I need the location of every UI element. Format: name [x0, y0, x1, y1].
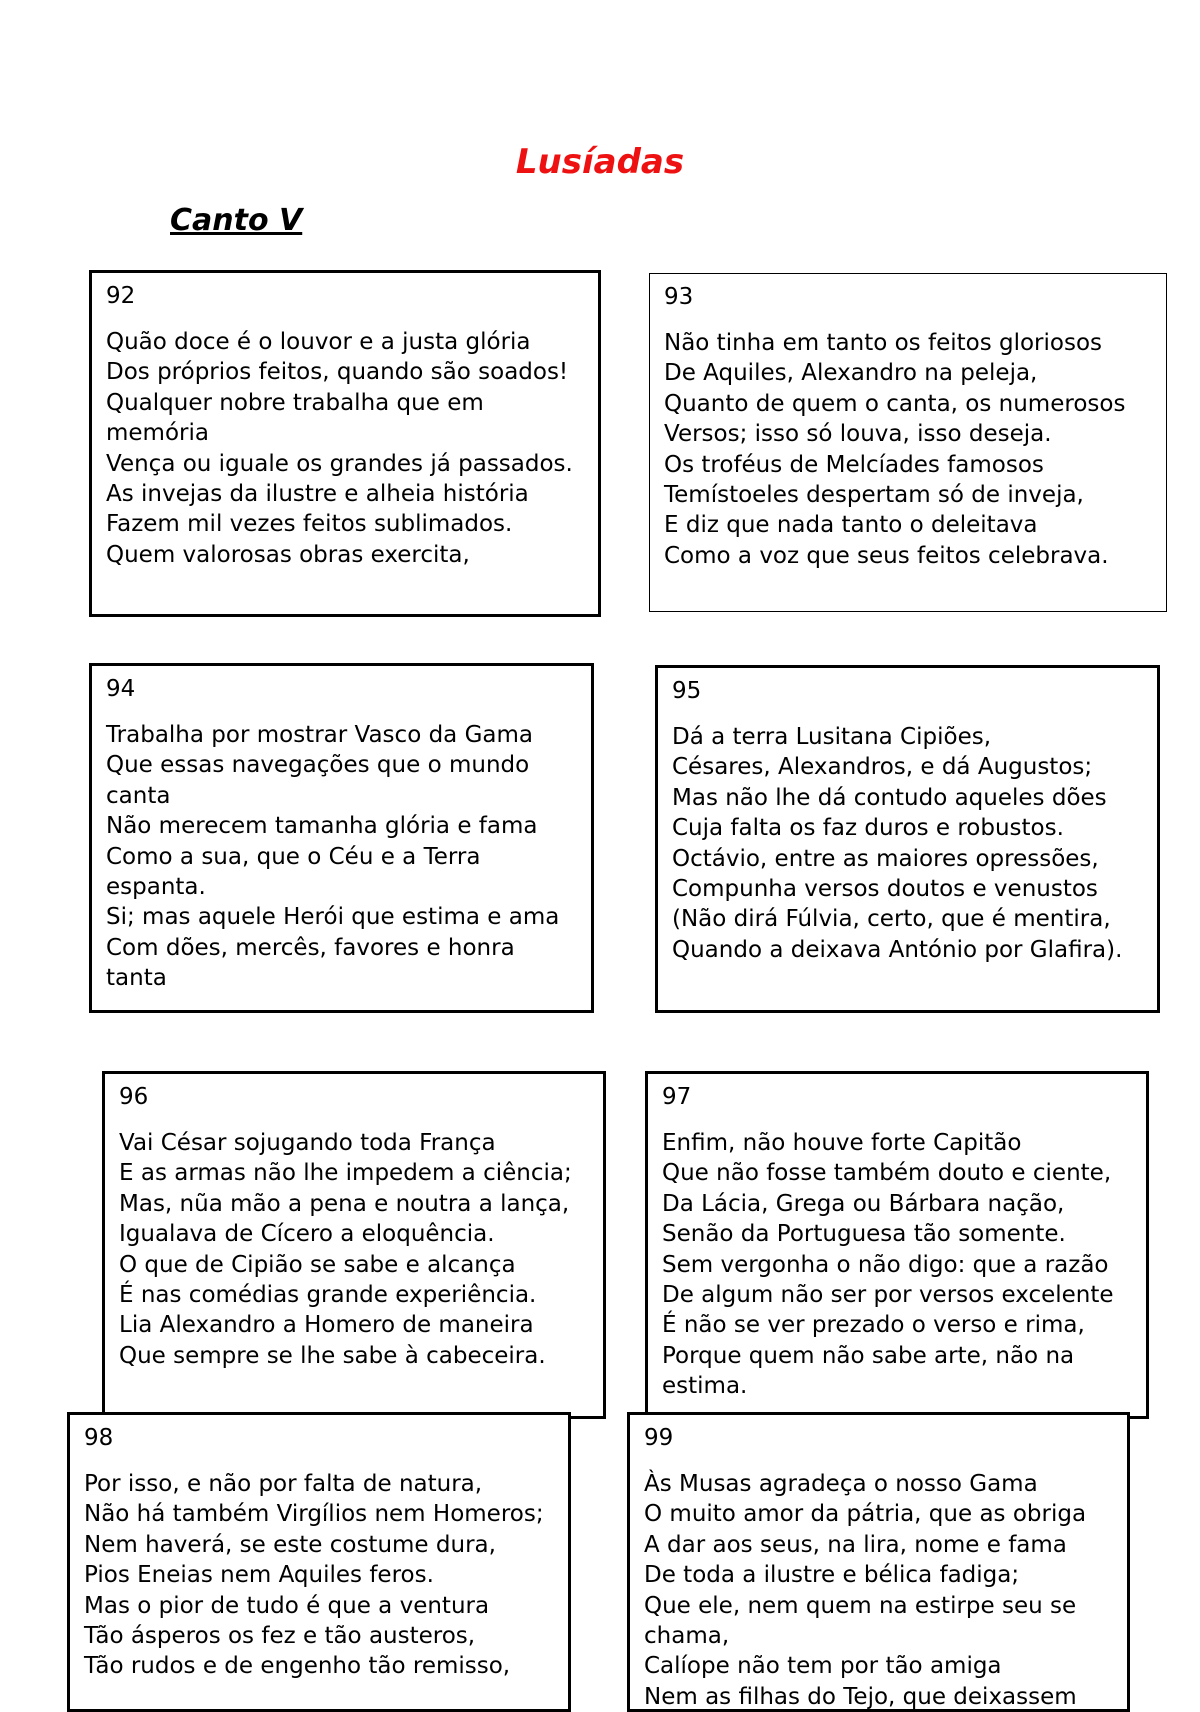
stanza-box-97 [645, 1071, 1149, 1419]
verse-line: Tão rudos e de engenho tão remisso, [84, 1653, 511, 1680]
verse-line: Temístoeles despertam só de inveja, [664, 482, 1084, 509]
verse-line: Quem valorosas obras exercita, [106, 541, 470, 568]
verse-line: Por isso, e não por falta de natura, [84, 1471, 483, 1497]
stanza-box-98 [67, 1412, 571, 1712]
verse-line: A dar aos seus, na lira, nome e fama [644, 1531, 1067, 1558]
verse-line: Que ele, nem quem na estirpe seu se chama, [644, 1592, 1077, 1650]
verse-line: De Aquiles, Alexandro na peleja, [664, 360, 1038, 387]
verse-line: Como a voz que seus feitos celebrava. [664, 542, 1109, 569]
verse-line: Qualquer nobre trabalha que em memória [106, 389, 484, 447]
verse-line: Fazem mil vezes feitos sublimados. [106, 511, 513, 538]
verse-line: Lia Alexandro a Homero de maneira [119, 1312, 534, 1339]
stanza-number: 98 [84, 1425, 114, 1451]
stanza-number: 96 [119, 1084, 149, 1110]
verse-line: Octávio, entre as maiores opressões, [672, 845, 1099, 872]
stanza-number: 97 [662, 1084, 692, 1110]
verse-line: Versos; isso só louva, isso deseja. [664, 421, 1052, 448]
verse-line: O muito amor da pátria, que as obriga [644, 1501, 1087, 1528]
stanza-number: 92 [106, 283, 136, 309]
verse-line: É nas comédias grande experiência. [119, 1282, 537, 1309]
verse-line: Calíope não tem por tão amiga [644, 1653, 1002, 1680]
verse-line: Igualava de Cícero a eloquência. [119, 1221, 495, 1248]
canto-heading: Canto V [170, 203, 303, 238]
verse-line: Si; mas aquele Herói que estima e ama [106, 904, 560, 931]
verse-line: Da Lácia, Grega ou Bárbara nação, [662, 1190, 1065, 1217]
verse-line: De toda a ilustre e bélica fadiga; [644, 1562, 1020, 1589]
verse-line: Mas o pior de tudo é que a ventura [84, 1592, 490, 1619]
stanza-box-94 [89, 663, 594, 1013]
verse-line: Trabalha por mostrar Vasco da Gama [106, 722, 533, 748]
verse-line: E diz que nada tanto o deleitava [664, 512, 1038, 539]
verse-line: Os troféus de Melcíades famosos [664, 451, 1044, 478]
verse-line: Nem haverá, se este costume dura, [84, 1531, 496, 1558]
verse-line: Às Musas agradeça o nosso Gama [644, 1471, 1038, 1497]
verse-line: Mas não lhe dá contudo aqueles dões [672, 784, 1107, 811]
stanza-number: 93 [664, 284, 694, 310]
verse-line: Compunha versos doutos e venustos [672, 876, 1098, 903]
stanza-box-95 [655, 665, 1160, 1013]
verse-line: Sem vergonha o não digo: que a razão [662, 1251, 1109, 1278]
verse-line: De algum não ser por versos excelente [662, 1282, 1114, 1309]
stanza-box-93 [649, 273, 1167, 612]
stanza-box-99 [627, 1412, 1130, 1712]
stanza-box-92 [89, 270, 601, 617]
verse-line: Pios Eneias nem Aquiles feros. [84, 1562, 434, 1589]
document-title: Lusíadas [515, 142, 685, 182]
verse-line: As invejas da ilustre e alheia história [106, 481, 529, 508]
verse-line: Senão da Portuguesa tão somente. [662, 1221, 1066, 1248]
verse-line: O que de Cipião se sabe e alcança [119, 1251, 516, 1278]
verse-line: (Não dirá Fúlvia, certo, que é mentira, [672, 906, 1111, 933]
verse-line: Não merecem tamanha glória e fama [106, 813, 538, 840]
verse-line: Césares, Alexandros, e dá Augustos; [672, 754, 1093, 781]
verse-line: Quão doce é o louvor e a justa glória [106, 329, 531, 355]
verse-line: Quando a deixava António por Glafira). [672, 936, 1123, 963]
verse-line: Com dões, mercês, favores e honra tanta [106, 934, 515, 992]
verse-line: É não se ver prezado o verso e rima, [662, 1312, 1085, 1339]
stanza-box-96 [102, 1071, 606, 1419]
stanza-number: 95 [672, 678, 702, 704]
verse-line: Enfim, não houve forte Capitão [662, 1130, 1022, 1156]
verse-line: Nem as filhas do Tejo, que deixassem [644, 1683, 1077, 1710]
verse-line: Mas, nũa mão a pena e noutra a lança, [119, 1190, 570, 1217]
verse-line: Dos próprios feitos, quando são soados! [106, 359, 569, 386]
verse-line: Não tinha em tanto os feitos gloriosos [664, 330, 1103, 356]
verse-line: E as armas não lhe impedem a ciência; [119, 1160, 572, 1187]
verse-line: Vença ou iguale os grandes já passados. [106, 450, 573, 477]
verse-line: Quanto de quem o canta, os numerosos [664, 390, 1126, 417]
verse-line: Como a sua, que o Céu e a Terra espanta. [106, 843, 481, 901]
verse-line: Cuja falta os faz duros e robustos. [672, 815, 1064, 842]
verse-line: Porque quem não sabe arte, não na estima. [662, 1342, 1075, 1400]
verse-line: Tão ásperos os fez e tão austeros, [84, 1623, 476, 1650]
verse-line: Vai César sojugando toda França [119, 1130, 496, 1156]
verse-line: Não há também Virgílios nem Homeros; [84, 1501, 544, 1528]
stanza-number: 94 [106, 676, 136, 702]
verse-line: Que não fosse também douto e ciente, [662, 1160, 1112, 1187]
verse-line: Que sempre se lhe sabe à cabeceira. [119, 1342, 546, 1369]
verse-line: Que essas navegações que o mundo canta [106, 752, 530, 809]
stanza-number: 99 [644, 1425, 674, 1451]
verse-line: Dá a terra Lusitana Cipiões, [672, 724, 992, 750]
